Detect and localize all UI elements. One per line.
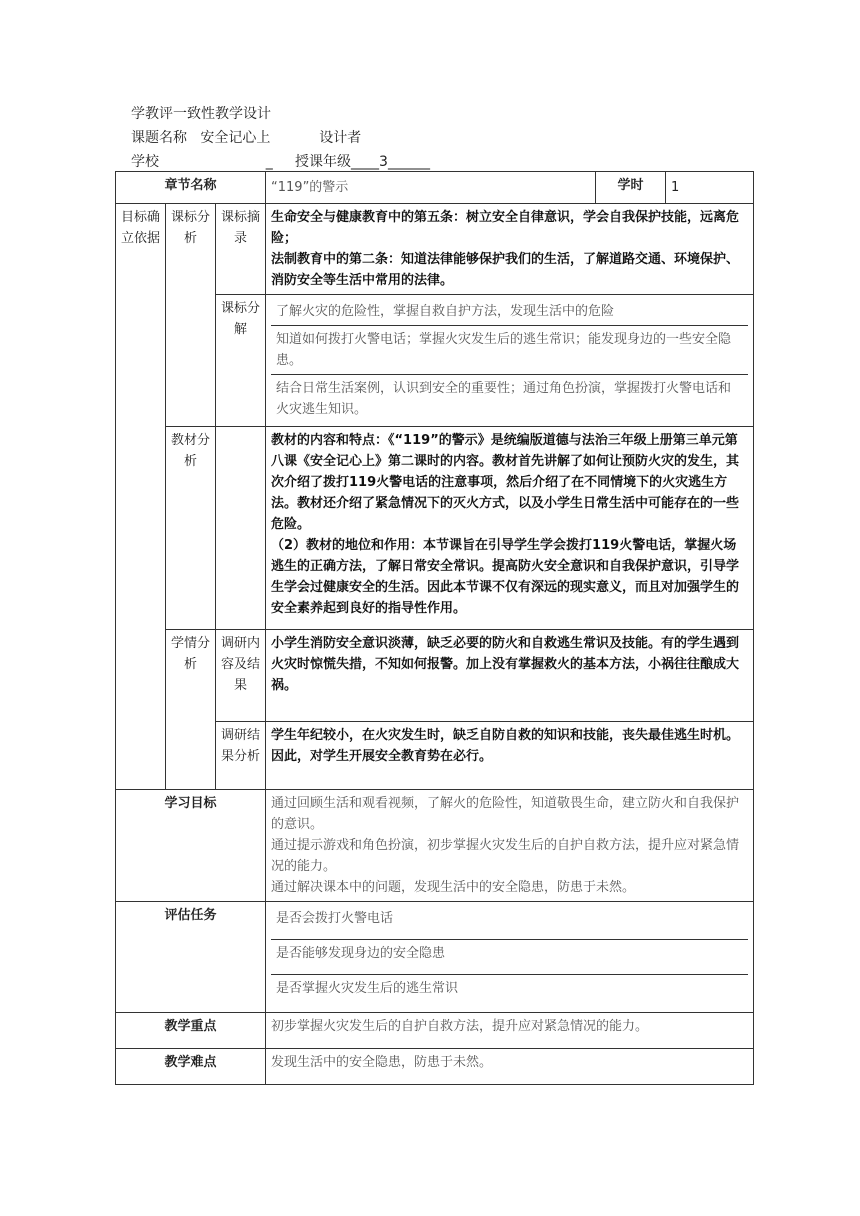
decompose-cell bbox=[266, 295, 754, 427]
goal-item: 通过提示游戏和角色扮演，初步掌握火灾发生后的自护自救方法，提升应对紧急情况的能力。 bbox=[271, 838, 740, 874]
row-eval bbox=[116, 902, 754, 1013]
doc-title: 学教评一致性教学设计 bbox=[131, 106, 271, 122]
chapter-label: 章节名称 bbox=[116, 172, 266, 204]
decompose-item: 结合日常生活案例，认识到安全的重要性；通过角色扮演，掌握拨打火警电话和火灾逃生知识。 bbox=[276, 381, 732, 417]
hours-label: 学时 bbox=[596, 172, 666, 204]
material-para-1: 教材的内容和特点：《“119”的警示》是统编版道德与法治三年级上册第三单元第八课《安全记心上》第二课时的内容。教材首先讲解了如何让预防火灾的发生，其次介绍了拨打119火警电话的注意事项，然后介绍了在不同情境下的火灾逃生方法。教材还介绍了紧急情况下的灭火方式，以及小学生日常生活中可能存在的一些危险。 bbox=[271, 433, 740, 532]
focus-label: 教学重点 bbox=[116, 1013, 266, 1049]
row-excerpt bbox=[116, 204, 754, 295]
survey-result-label: 调研结果分析 bbox=[216, 722, 266, 790]
row-survey bbox=[116, 630, 754, 722]
hours-value: 1 bbox=[666, 172, 754, 204]
material-empty bbox=[216, 427, 266, 630]
eval-item: 是否能够发现身边的安全隐患 bbox=[271, 940, 748, 975]
decompose-item: 了解火灾的危险性，掌握自救自护方法，发现生活中的危险 bbox=[271, 298, 748, 326]
school-line: 学校 _ 授课年级____3______ bbox=[131, 154, 430, 170]
chapter-value: “119”的警示 bbox=[266, 172, 596, 204]
material-text bbox=[266, 427, 754, 630]
basis-label: 目标确立依据 bbox=[116, 204, 166, 790]
focus-text: 初步掌握火灾发生后的自护自救方法，提升应对紧急情况的能力。 bbox=[266, 1013, 754, 1049]
eval-cell bbox=[266, 902, 754, 1013]
difficulty-text: 发现生活中的安全隐患，防患于未然。 bbox=[266, 1049, 754, 1085]
eval-item: 是否掌握火灾发生后的逃生常识 bbox=[276, 981, 459, 996]
row-difficulty bbox=[116, 1049, 754, 1085]
eval-item: 是否会拨打火警电话 bbox=[271, 905, 748, 940]
survey-text: 小学生消防安全意识淡薄，缺乏必要的防火和自救逃生常识及技能。有的学生遇到火灾时惊慌失措，不知如何报警。加上没有掌握救火的基本方法，小祸往往酿成大祸。 bbox=[266, 630, 754, 722]
design-table bbox=[115, 171, 754, 1085]
decompose-label: 课标分解 bbox=[216, 295, 266, 427]
survey-label: 调研内容及结果 bbox=[216, 630, 266, 722]
goal-item: 通过解决课本中的问题，发现生活中的安全隐患，防患于未然。 bbox=[271, 880, 636, 895]
curriculum-label: 课标分析 bbox=[166, 204, 216, 427]
goals-cell bbox=[266, 790, 754, 902]
difficulty-label: 教学难点 bbox=[116, 1049, 266, 1085]
topic-line: 课题名称 安全记心上 设计者 bbox=[131, 130, 362, 146]
excerpt-text: 生命安全与健康教育中的第五条：树立安全自律意识，学会自我保护技能，远离危险； 法制教育中的第二条：知道法律能够保护我们的生活，了解道路交通、环境保护、消防安全等生活中常用的法律。 bbox=[266, 204, 754, 295]
row-material bbox=[116, 427, 754, 630]
material-para-2: （2）教材的地位和作用：本节课旨在引导学生学会拨打119火警电话，掌握火场逃生的正确方法，了解日常安全常识。提高防火安全意识和自我保护意识，引导学生学会过健康安全的生活。因此本节课不仅有深远的现实意义，而且对加强学生的安全素养起到良好的指导性作用。 bbox=[271, 538, 740, 616]
decompose-item: 知道如何拨打火警电话；掌握火灾发生后的逃生常识；能发现身边的一些安全隐患。 bbox=[271, 326, 748, 375]
survey-result-text: 学生年纪较小，在火灾发生时，缺乏自防自救的知识和技能，丧失最佳逃生时机。因此，对学生开展安全教育势在必行。 bbox=[266, 722, 754, 790]
goal-item: 通过回顾生活和观看视频，了解火的危险性，知道敬畏生命，建立防火和自我保护的意识。 bbox=[271, 796, 740, 832]
goals-label: 学习目标 bbox=[116, 790, 266, 902]
decompose-list bbox=[271, 298, 748, 423]
row-focus bbox=[116, 1013, 754, 1049]
excerpt-label: 课标摘录 bbox=[216, 204, 266, 295]
eval-list bbox=[271, 905, 748, 1009]
row-goals bbox=[116, 790, 754, 902]
row-chapter bbox=[116, 172, 754, 204]
eval-label: 评估任务 bbox=[116, 902, 266, 1013]
student-label: 学情分析 bbox=[166, 630, 216, 790]
material-label: 教材分析 bbox=[166, 427, 216, 630]
